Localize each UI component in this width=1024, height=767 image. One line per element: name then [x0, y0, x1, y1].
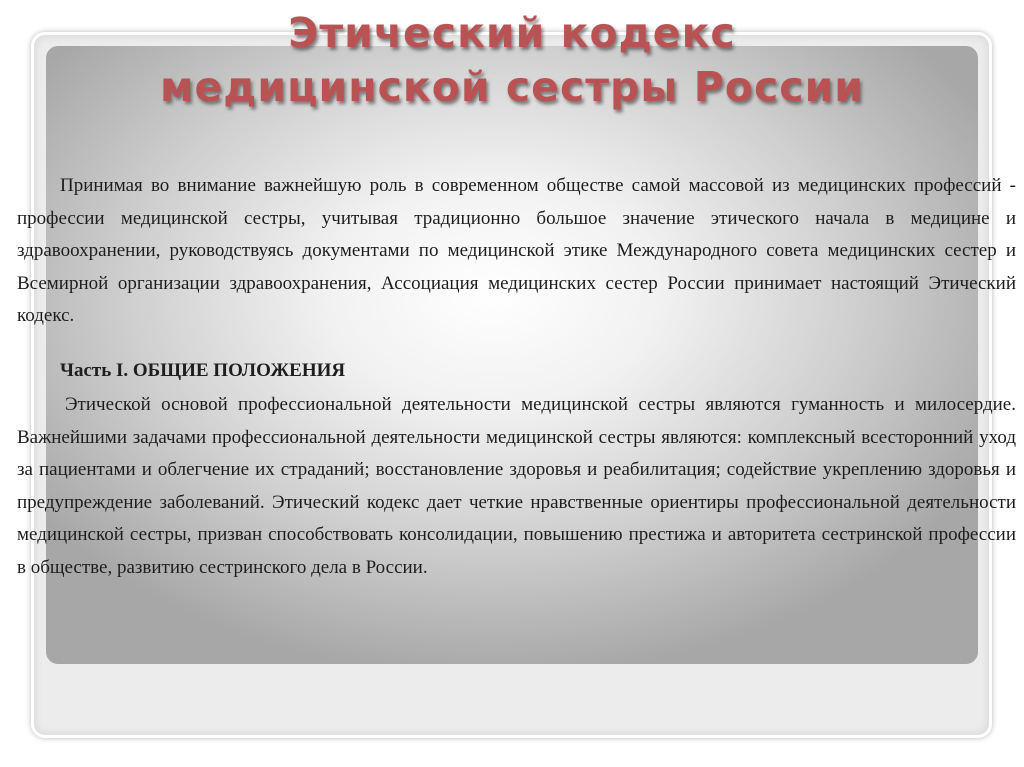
title-line-1: Этический кодекс [288, 9, 736, 57]
slide-title [0, 6, 1024, 114]
slide-content [17, 170, 1016, 585]
intro-paragraph: Принимая во внимание важнейшую роль в современном обществе самой массовой из медицинских профессий - профессии медицинской сестры, учитывая традиционно большое значение этического начала в медицине и здравоохранении, руководствуясь документами по медицинской этике Международного совета медицинских сестер и Всемирной организации здравоохранения, Ассоциация медицинских сестер России принимает настоящий Этический кодекс. [17, 175, 1016, 327]
section-heading: Часть I. ОБЩИЕ ПОЛОЖЕНИЯ [60, 359, 346, 381]
title-line-2: медицинской сестры России [159, 63, 865, 111]
body-paragraph: Этической основой профессиональной деятельности медицинской сестры являются гуманность и милосердие. Важнейшими задачами профессиональной деятельности медицинской сестры являются: комплексный всесторонний уход за пациентами и облегчение их страданий; восстановление здоровья и реабилитация; содействие укреплению здоровья и предупреждение заболеваний. Этический кодекс дает четкие нравственные ориентиры профессиональной деятельности медицинской сестры, призван способствовать консолидации, повышению престижа и авторитета сестринской профессии в обществе, развитию сестринского дела в России. [17, 393, 1016, 578]
